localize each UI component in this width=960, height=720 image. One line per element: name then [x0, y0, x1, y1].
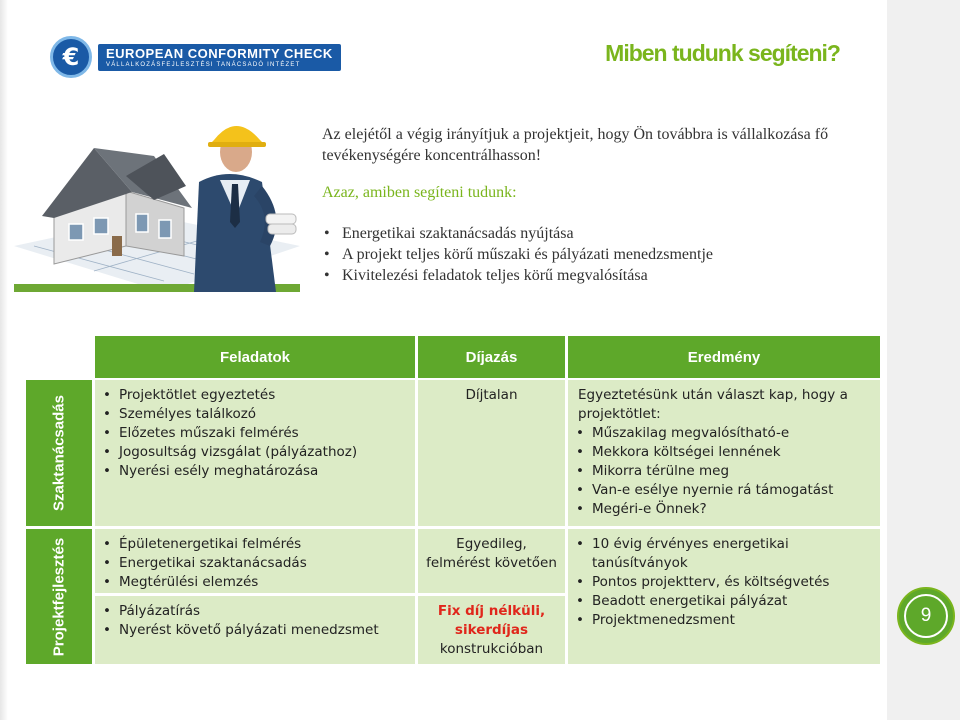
list-item: • Jogosultság vizsgálat (pályázathoz) [95, 443, 407, 462]
row-label-text: Projektfejlesztés [50, 537, 68, 656]
list-item: • Kivitelezési feladatok teljes körű megvalósítása [322, 266, 713, 286]
logo-line-1: EUROPEAN CONFORMITY CHECK [106, 45, 333, 61]
row-label-project-dev [26, 529, 92, 664]
engineer-house-illustration [14, 96, 300, 292]
list-item: • Nyerési esély meghatározása [95, 462, 407, 481]
header-fee: Díjazás [418, 336, 565, 378]
page-title: Miben tudunk segíteni? [605, 40, 840, 66]
row-label-consulting [26, 380, 92, 526]
list-item: • Pontos projektterv, és költségvetés [568, 573, 872, 592]
list-item: • Van-e esélye nyernie rá támogatást [568, 481, 872, 500]
logo-line-2: VÁLLALKOZÁSFEJLESZTÉSI TANÁCSADÓ INTÉZET [106, 61, 301, 68]
fee-text-highlight: Fix díj nélküli, [437, 603, 546, 619]
list-item: • Beadott energetikai pályázat [568, 592, 872, 611]
page-number-badge [897, 587, 955, 645]
company-logo [50, 36, 341, 78]
fee-text: konstrukcióban [439, 641, 544, 657]
fee-text: Egyedileg, [456, 536, 527, 552]
header-result: Eredmény [568, 336, 880, 378]
list-item: • Épületenergetikai felmérés [95, 535, 407, 554]
fee-text: Díjtalan [465, 387, 518, 403]
logo-text-band [98, 44, 341, 71]
header-tasks: Feladatok [95, 336, 415, 378]
result-intro: Egyeztetésünk után választ kap, hogy a projektötlet: [578, 387, 848, 422]
left-edge-shade [0, 0, 8, 720]
page-number: 9 [904, 594, 948, 638]
project-dev-result [568, 529, 880, 664]
list-item: • Energetikai szaktanácsadás nyújtása [322, 224, 713, 244]
list-item: • 10 évig érvényes energetikai tanúsítványok [568, 535, 872, 573]
list-item: • Projektötlet egyeztetés [95, 386, 407, 405]
project-dev-tasks-a [95, 529, 415, 593]
list-item: • Mekkora költségei lennének [568, 443, 872, 462]
list-item: • Megéri-e Önnek? [568, 500, 872, 519]
fee-text-highlight: sikerdíjas [454, 622, 529, 638]
list-item: • Projektmenedzsment [568, 611, 872, 630]
fee-text: felmérést követően [426, 555, 557, 571]
intro-text: Az elejétől a végig irányítjuk a projektjeit, hogy Ön továbbra is vállalkozása fő tevékenységére koncentrálhasson! [322, 126, 829, 164]
list-item: • Előzetes műszaki felmérés [95, 424, 407, 443]
list-item: • Mikorra térülne meg [568, 462, 872, 481]
consulting-tasks [95, 380, 415, 526]
list-item: • Energetikai szaktanácsadás [95, 554, 407, 573]
list-item: • A projekt teljes körű műszaki és pályázati menedzsmentje [322, 245, 713, 265]
services-subheading: Azaz, amiben segíteni tudunk: [322, 184, 517, 201]
project-dev-tasks-b [95, 596, 415, 664]
project-dev-fee-a [418, 529, 565, 593]
list-item: • Nyerést követő pályázati menedzsmet [95, 621, 407, 640]
services-list [322, 224, 713, 287]
list-item: • Megtérülési elemzés [95, 573, 407, 592]
list-item: • Műszakilag megvalósítható-e [568, 424, 872, 443]
project-dev-fee-b [418, 596, 565, 664]
list-item: • Személyes találkozó [95, 405, 407, 424]
euro-logo-icon: € [50, 36, 92, 78]
row-label-text: Szaktanácsadás [50, 395, 68, 511]
consulting-fee [418, 380, 565, 526]
list-item: • Pályázatírás [95, 602, 407, 621]
consulting-result [568, 380, 880, 526]
